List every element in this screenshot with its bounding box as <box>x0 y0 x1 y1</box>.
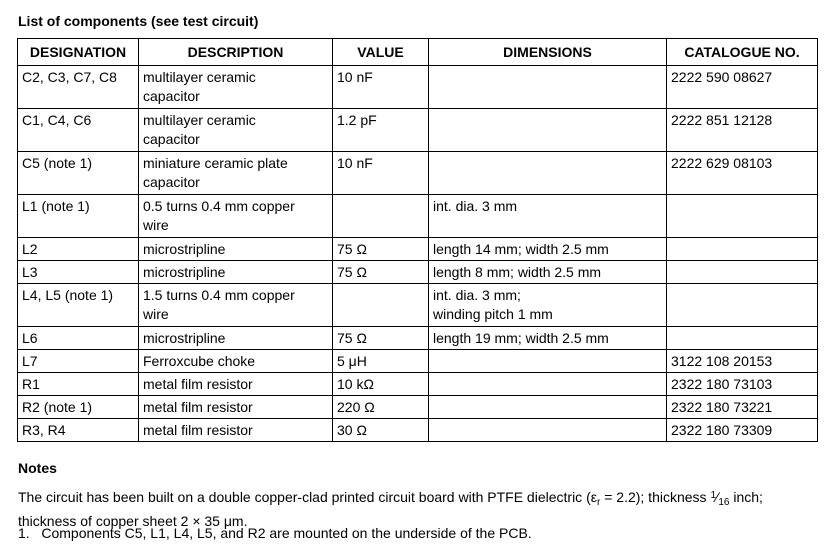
cell-dimensions <box>429 109 667 152</box>
header-description: DESCRIPTION <box>139 39 333 66</box>
cell-line: C1, C4, C6 <box>22 112 92 128</box>
cell-value <box>333 327 429 350</box>
cell-line: 2222 590 08627 <box>671 69 773 85</box>
cell-line: int. dia. 3 mm; <box>433 287 521 303</box>
cell-designation <box>18 419 139 442</box>
note-1-number: 1. <box>18 525 30 541</box>
cell-line: 10 kΩ <box>337 376 374 392</box>
cell-dimensions <box>429 284 667 327</box>
cell-line: multilayer ceramic <box>143 112 256 128</box>
cell-value <box>333 396 429 419</box>
cell-dimensions <box>429 419 667 442</box>
cell-description <box>139 396 333 419</box>
cell-line: L7 <box>22 353 38 369</box>
cell-line: 2222 851 12128 <box>671 112 773 128</box>
cell-line: C5 (note 1) <box>22 155 93 171</box>
header-designation: DESIGNATION <box>18 39 139 66</box>
cell-dimensions <box>429 238 667 261</box>
epsilon-subscript: r <box>596 497 601 508</box>
epsilon-symbol: ε <box>590 489 597 505</box>
cell-catalogue-no <box>667 396 818 419</box>
table-body <box>18 66 818 442</box>
cell-designation <box>18 284 139 327</box>
table-row <box>18 327 818 350</box>
cell-value <box>333 109 429 152</box>
cell-line: 10 nF <box>337 69 373 85</box>
cell-value <box>333 66 429 109</box>
header-dimensions: DIMENSIONS <box>429 39 667 66</box>
cell-line: winding pitch 1 mm <box>433 306 553 322</box>
cell-dimensions <box>429 66 667 109</box>
cell-line: 2322 180 73103 <box>671 376 773 392</box>
cell-description <box>139 152 333 195</box>
cell-value <box>333 152 429 195</box>
cell-line: L4, L5 (note 1) <box>22 287 114 303</box>
cell-line: microstripline <box>143 241 226 257</box>
fraction-denominator: 16 <box>718 497 730 508</box>
cell-line: metal film resistor <box>143 399 253 415</box>
cell-value <box>333 195 429 238</box>
cell-line: 75 Ω <box>337 241 367 257</box>
fraction-slash: ⁄ <box>716 489 719 505</box>
cell-description <box>139 419 333 442</box>
table-row <box>18 66 818 109</box>
notes-text-part2: = 2.2); thickness <box>600 489 711 505</box>
cell-line: length 8 mm; width 2.5 mm <box>433 264 602 280</box>
notes-heading: Notes <box>18 460 57 476</box>
cell-line: R1 <box>22 376 40 392</box>
cell-description <box>139 284 333 327</box>
cell-line: wire <box>143 306 169 322</box>
cell-value <box>333 350 429 373</box>
cell-dimensions <box>429 327 667 350</box>
cell-designation <box>18 238 139 261</box>
cell-dimensions <box>429 396 667 419</box>
cell-dimensions <box>429 350 667 373</box>
cell-designation <box>18 350 139 373</box>
cell-line: C2, C3, C7, C8 <box>22 69 117 85</box>
cell-value <box>333 284 429 327</box>
cell-line: L2 <box>22 241 38 257</box>
note-1-text: Components C5, L1, L4, L5, and R2 are mounted on the underside of the PCB. <box>41 525 532 541</box>
cell-catalogue-no <box>667 350 818 373</box>
cell-line: L1 (note 1) <box>22 198 90 214</box>
cell-line: 2322 180 73309 <box>671 422 773 438</box>
cell-line: 10 nF <box>337 155 373 171</box>
cell-catalogue-no <box>667 152 818 195</box>
table-row <box>18 109 818 152</box>
table-row <box>18 396 818 419</box>
cell-line: 1.2 pF <box>337 112 377 128</box>
table-row <box>18 373 818 396</box>
cell-line: length 19 mm; width 2.5 mm <box>433 330 609 346</box>
cell-line: L6 <box>22 330 38 346</box>
cell-line: capacitor <box>143 174 200 190</box>
cell-dimensions <box>429 261 667 284</box>
cell-dimensions <box>429 152 667 195</box>
cell-description <box>139 238 333 261</box>
cell-description <box>139 109 333 152</box>
cell-line: int. dia. 3 mm <box>433 198 518 214</box>
cell-catalogue-no <box>667 261 818 284</box>
cell-line: 2222 629 08103 <box>671 155 773 171</box>
document-title: List of components (see test circuit) <box>18 13 259 29</box>
cell-designation <box>18 327 139 350</box>
cell-catalogue-no <box>667 419 818 442</box>
cell-description <box>139 66 333 109</box>
cell-description <box>139 373 333 396</box>
cell-line: multilayer ceramic <box>143 69 256 85</box>
table-header-row <box>18 39 818 66</box>
cell-catalogue-no <box>667 284 818 327</box>
cell-line: 75 Ω <box>337 264 367 280</box>
cell-line: R3, R4 <box>22 422 66 438</box>
cell-line: Ferroxcube choke <box>143 353 256 369</box>
cell-line: capacitor <box>143 131 200 147</box>
cell-catalogue-no <box>667 327 818 350</box>
cell-designation <box>18 152 139 195</box>
table-row <box>18 238 818 261</box>
cell-designation <box>18 195 139 238</box>
cell-catalogue-no <box>667 109 818 152</box>
cell-designation <box>18 109 139 152</box>
cell-value <box>333 261 429 284</box>
cell-designation <box>18 66 139 109</box>
cell-dimensions <box>429 195 667 238</box>
cell-line: metal film resistor <box>143 422 253 438</box>
cell-dimensions <box>429 373 667 396</box>
cell-line: L3 <box>22 264 38 280</box>
header-catalogue-no: CATALOGUE NO. <box>667 39 818 66</box>
cell-line: wire <box>143 217 169 233</box>
table-row <box>18 284 818 327</box>
cell-line: 220 Ω <box>337 399 375 415</box>
cell-value <box>333 238 429 261</box>
cell-line: 2322 180 73221 <box>671 399 773 415</box>
table-row <box>18 152 818 195</box>
cell-line: microstripline <box>143 330 226 346</box>
cell-line: R2 (note 1) <box>22 399 93 415</box>
cell-line: length 14 mm; width 2.5 mm <box>433 241 609 257</box>
note-1 <box>18 524 818 543</box>
cell-description <box>139 195 333 238</box>
cell-catalogue-no <box>667 373 818 396</box>
cell-description <box>139 327 333 350</box>
cell-line: miniature ceramic plate <box>143 155 288 171</box>
cell-description <box>139 261 333 284</box>
cell-line: 0.5 turns 0.4 mm copper <box>143 198 295 214</box>
table-row <box>18 261 818 284</box>
cell-line: 30 Ω <box>337 422 367 438</box>
notes-text-part3: inch; thickness of copper sheet 2 × 35 μm. <box>18 489 763 529</box>
cell-line: microstripline <box>143 264 226 280</box>
cell-value <box>333 373 429 396</box>
fraction-numerator: 1 <box>710 490 716 501</box>
components-table <box>17 38 818 442</box>
cell-designation <box>18 396 139 419</box>
cell-value <box>333 419 429 442</box>
cell-catalogue-no <box>667 66 818 109</box>
cell-line: 3122 108 20153 <box>671 353 773 369</box>
table-row <box>18 350 818 373</box>
cell-catalogue-no <box>667 195 818 238</box>
cell-line: 1.5 turns 0.4 mm copper <box>143 287 295 303</box>
cell-designation <box>18 373 139 396</box>
table-row <box>18 419 818 442</box>
cell-line: 75 Ω <box>337 330 367 346</box>
cell-catalogue-no <box>667 238 818 261</box>
cell-line: metal film resistor <box>143 376 253 392</box>
cell-line: 5 μH <box>337 353 367 369</box>
cell-designation <box>18 261 139 284</box>
cell-description <box>139 350 333 373</box>
header-value: VALUE <box>333 39 429 66</box>
table-row <box>18 195 818 238</box>
notes-text-part1: The circuit has been built on a double copper-clad printed circuit board with PTFE dielectric ( <box>18 489 591 505</box>
cell-line: capacitor <box>143 88 200 104</box>
